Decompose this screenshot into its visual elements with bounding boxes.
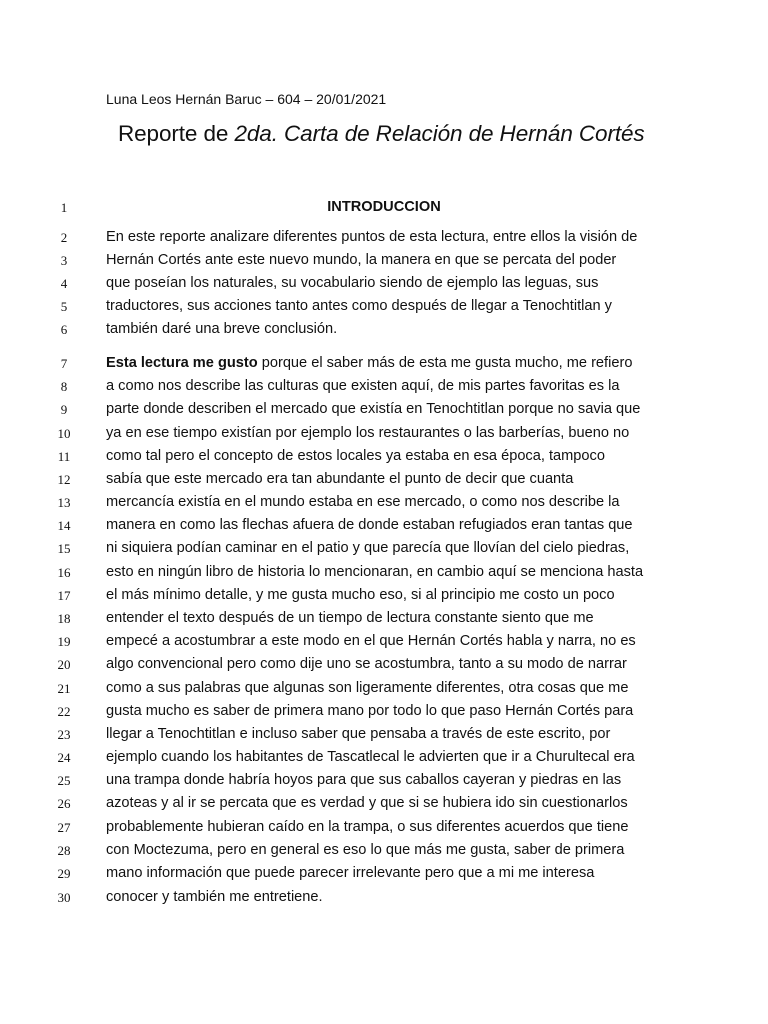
line-number: 20	[57, 657, 71, 672]
line-text: sabía que este mercado era tan abundante el punto de decir que cuanta	[106, 471, 574, 487]
line-text: llegar a Tenochtitlan e incluso saber que pensaba a través de este escrito, por	[106, 726, 611, 742]
line-number: 8	[60, 379, 68, 394]
line-number: 13	[57, 495, 71, 510]
line-text: que poseían los naturales, su vocabulario siendo de ejemplo las leguas, sus	[106, 275, 599, 291]
text-line	[0, 249, 768, 272]
line-text: como a sus palabras que algunas son ligeramente diferentes, otra cosas que me	[106, 680, 629, 696]
text-line	[0, 886, 768, 909]
text-line	[0, 839, 768, 862]
line-number: 14	[57, 518, 71, 533]
line-text: como tal pero el concepto de estos locales ya estaba en esa época, tampoco	[106, 448, 605, 464]
line-text: En este reporte analizare diferentes puntos de esta lectura, entre ellos la visión de	[106, 229, 638, 245]
text-line	[0, 630, 768, 653]
line-number: 4	[60, 276, 68, 291]
text-line	[0, 226, 768, 249]
line-number: 30	[57, 890, 71, 905]
line-number: 23	[57, 727, 71, 742]
text-line	[0, 468, 768, 491]
text-line	[0, 862, 768, 885]
line-number: 27	[57, 820, 71, 835]
line-number: 2	[60, 230, 68, 245]
text-line	[0, 318, 768, 341]
section-heading: INTRODUCCION	[327, 199, 441, 215]
author-line: Luna Leos Hernán Baruc – 604 – 20/01/2021	[106, 91, 387, 107]
text-line	[0, 816, 768, 839]
line-text: parte donde describen el mercado que existía en Tenochtitlan porque no savia que	[106, 401, 641, 417]
line-text: empecé a acostumbrar a este modo en el que Hernán Cortés habla y narra, no es	[106, 633, 636, 649]
text-line	[0, 352, 768, 375]
line-number: 25	[57, 773, 71, 788]
text-line	[0, 537, 768, 560]
line-text: conocer y también me entretiene.	[106, 889, 323, 905]
line-text: traductores, sus acciones tanto antes como después de llegar a Tenochtitlan y	[106, 298, 612, 314]
line-text: ya en ese tiempo existían por ejemplo los restaurantes o las barberías, bueno no	[106, 425, 630, 441]
line-number: 21	[57, 681, 71, 696]
line-text: Hernán Cortés ante este nuevo mundo, la manera en que se percata del poder	[106, 252, 617, 268]
text-line	[0, 746, 768, 769]
line-text: manera en como las flechas afuera de donde estaban refugiados eran tantas que	[106, 517, 633, 533]
text-line	[0, 561, 768, 584]
line-number: 1	[60, 200, 68, 215]
text-line	[0, 514, 768, 537]
line-number: 5	[60, 299, 68, 314]
line-number: 16	[57, 565, 71, 580]
line-number: 22	[57, 704, 71, 719]
line-text: azoteas y al ir se percata que es verdad y que si se hubiera ido sin cuestionarlos	[106, 795, 628, 811]
line-number: 19	[57, 634, 71, 649]
line-text: ni siquiera podían caminar en el patio y que parecía que llovían del cielo piedras,	[106, 540, 630, 556]
line-number: 6	[60, 322, 68, 337]
line-number: 12	[57, 472, 71, 487]
line-number: 17	[57, 588, 71, 603]
line-number: 18	[57, 611, 71, 626]
text-line	[0, 295, 768, 318]
line-number: 26	[57, 796, 71, 811]
text-line	[0, 677, 768, 700]
text-line	[0, 723, 768, 746]
text-line	[0, 272, 768, 295]
text-line	[0, 445, 768, 468]
text-line	[0, 398, 768, 421]
line-number: 29	[57, 866, 71, 881]
line-text: algo convencional pero como dije uno se acostumbra, tanto a su modo de narrar	[106, 656, 627, 672]
line-text: probablemente hubieran caído en la trampa, o sus diferentes acuerdos que tiene	[106, 819, 629, 835]
line-text: mano información que puede parecer irrelevante pero que a mi me interesa	[106, 865, 595, 881]
line-number: 9	[60, 402, 68, 417]
title-plain: Reporte de	[118, 121, 235, 146]
text-line	[0, 792, 768, 815]
line-text: ejemplo cuando los habitantes de Tascatlecal le advierten que ir a Churultecal era	[106, 749, 635, 765]
line-text: esto en ningún libro de historia lo mencionaran, en cambio aquí se menciona hasta	[106, 564, 644, 580]
line-text: gusta mucho es saber de primera mano por todo lo que paso Hernán Cortés para	[106, 703, 634, 719]
line-text: mercancía existía en el mundo estaba en ese mercado, o como nos describe la	[106, 494, 620, 510]
line-text: el más mínimo detalle, y me gusta mucho eso, si al principio me costo un poco	[106, 587, 615, 603]
bold-lead-text: Esta lectura me gusto	[106, 355, 258, 371]
line-number: 24	[57, 750, 71, 765]
text-line	[0, 700, 768, 723]
line-number: 11	[57, 449, 71, 464]
text-line	[0, 422, 768, 445]
line-text: entender el texto después de un tiempo de lectura constante siento que me	[106, 610, 594, 626]
line-text: una trampa donde habría hoyos para que sus caballos cayeran y piedras en las	[106, 772, 622, 788]
line-text-rest: porque el saber más de esta me gusta mucho, me refiero	[257, 355, 633, 371]
text-line	[0, 584, 768, 607]
line-number: 7	[60, 356, 68, 371]
line-text: a como nos describe las culturas que existen aquí, de mis partes favoritas es la	[106, 378, 620, 394]
line-number: 15	[57, 541, 71, 556]
text-line	[0, 491, 768, 514]
line-number: 28	[57, 843, 71, 858]
text-line	[0, 375, 768, 398]
text-line	[0, 607, 768, 630]
line-number: 10	[57, 426, 71, 441]
text-line	[0, 653, 768, 676]
line-text	[106, 352, 632, 375]
line-text: también daré una breve conclusión.	[106, 321, 338, 337]
text-line	[0, 769, 768, 792]
line-text: con Moctezuma, pero en general es eso lo que más me gusta, saber de primera	[106, 842, 625, 858]
document-title	[118, 119, 645, 149]
title-italic: 2da. Carta de Relación de Hernán Cortés	[234, 121, 645, 146]
line-number: 3	[60, 253, 68, 268]
text-line	[0, 196, 768, 219]
